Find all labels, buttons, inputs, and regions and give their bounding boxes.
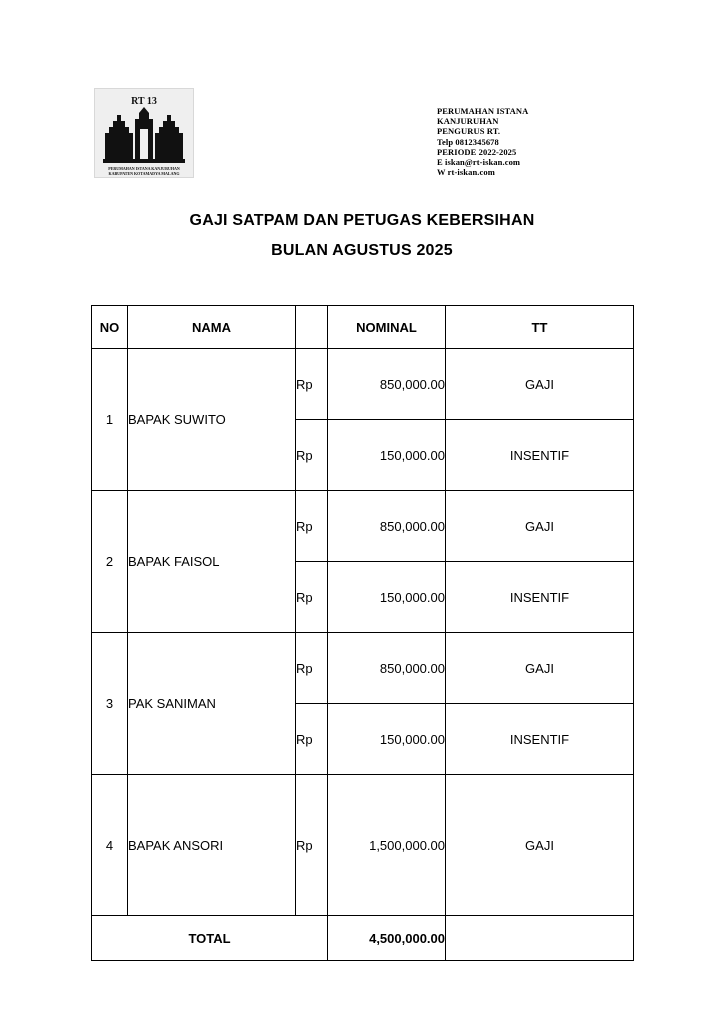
document-header xyxy=(0,88,724,188)
svg-text:KABUPATEN KOTAMADYA MALANG: KABUPATEN KOTAMADYA MALANG xyxy=(108,171,180,176)
salary-table-wrapper xyxy=(91,305,633,961)
total-label: TOTAL xyxy=(92,916,328,961)
cell-nominal: 150,000.00 xyxy=(328,704,446,775)
organization-info xyxy=(437,106,528,177)
cell-nominal: 850,000.00 xyxy=(328,633,446,704)
table-row xyxy=(92,633,634,704)
cell-nama: BAPAK FAISOL xyxy=(128,491,296,633)
total-value: 4,500,000.00 xyxy=(328,916,446,961)
total-tt xyxy=(446,916,634,961)
header-no: NO xyxy=(92,306,128,349)
cell-nama: PAK SANIMAN xyxy=(128,633,296,775)
cell-currency: Rp xyxy=(296,491,328,562)
cell-tt: GAJI xyxy=(446,491,634,562)
cell-no: 2 xyxy=(92,491,128,633)
document-title-line2: BULAN AGUSTUS 2025 xyxy=(271,242,453,259)
cell-currency: Rp xyxy=(296,562,328,633)
header-nominal: NOMINAL xyxy=(328,306,446,349)
cell-nama: BAPAK SUWITO xyxy=(128,349,296,491)
cell-currency: Rp xyxy=(296,775,328,916)
cell-nominal: 850,000.00 xyxy=(328,349,446,420)
table-row xyxy=(92,349,634,420)
cell-no: 1 xyxy=(92,349,128,491)
svg-text:RT 13: RT 13 xyxy=(131,96,157,107)
header-currency xyxy=(296,306,328,349)
cell-no: 4 xyxy=(92,775,128,916)
cell-tt: INSENTIF xyxy=(446,420,634,491)
org-website: W rt-iskan.com xyxy=(437,167,495,178)
org-phone: Telp 0812345678 xyxy=(437,136,499,147)
document-title-line1: GAJI SATPAM DAN PETUGAS KEBERSIHAN xyxy=(189,212,535,229)
salary-table xyxy=(91,305,634,961)
rt13-logo xyxy=(94,88,194,178)
cell-nama: BAPAK ANSORI xyxy=(128,775,296,916)
cell-tt: INSENTIF xyxy=(446,704,634,775)
table-row xyxy=(92,775,634,916)
svg-text:PERUMAHAN ISTANA KANJURUHAN: PERUMAHAN ISTANA KANJURUHAN xyxy=(108,166,180,171)
cell-nominal: 150,000.00 xyxy=(328,420,446,491)
org-line-3: PENGURUS RT. xyxy=(437,126,501,137)
header-nama: NAMA xyxy=(128,306,296,349)
header-tt: TT xyxy=(446,306,634,349)
cell-tt: GAJI xyxy=(446,349,634,420)
org-period: PERIODE 2022-2025 xyxy=(437,146,517,157)
cell-nominal: 850,000.00 xyxy=(328,491,446,562)
cell-tt: GAJI xyxy=(446,633,634,704)
table-header-row xyxy=(92,306,634,349)
org-line-1: PERUMAHAN ISTANA xyxy=(437,106,529,116)
cell-nominal: 1,500,000.00 xyxy=(328,775,446,916)
org-email: E iskan@rt-iskan.com xyxy=(437,157,521,168)
cell-nominal: 150,000.00 xyxy=(328,562,446,633)
cell-currency: Rp xyxy=(296,349,328,420)
cell-no: 3 xyxy=(92,633,128,775)
cell-tt: GAJI xyxy=(446,775,634,916)
table-total-row xyxy=(92,916,634,961)
cell-currency: Rp xyxy=(296,633,328,704)
org-line-2: KANJURUHAN xyxy=(437,116,499,127)
cell-currency: Rp xyxy=(296,704,328,775)
cell-tt: INSENTIF xyxy=(446,562,634,633)
cell-currency: Rp xyxy=(296,420,328,491)
table-row xyxy=(92,491,634,562)
